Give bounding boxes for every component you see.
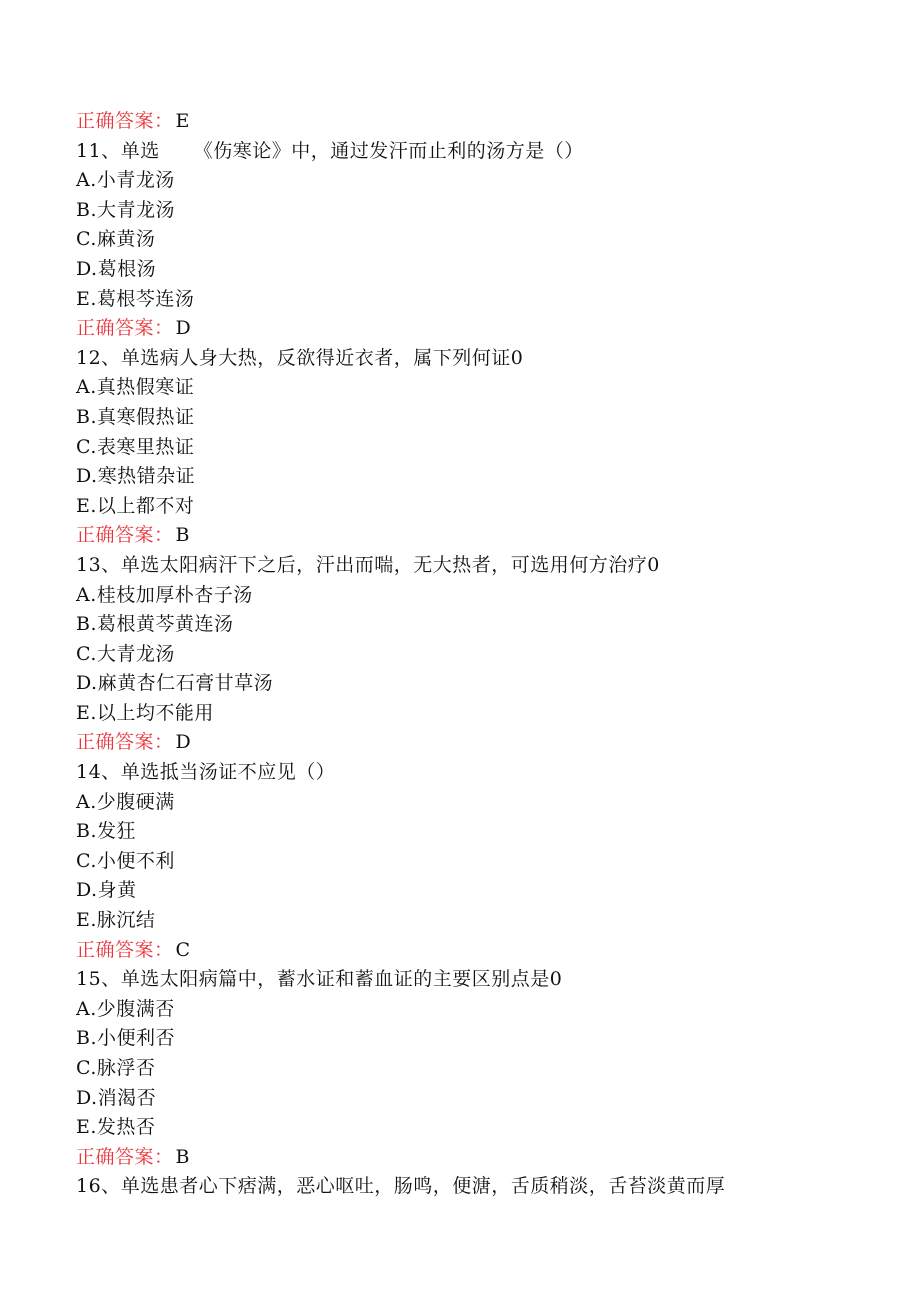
option-b: B.发狂 <box>76 820 137 843</box>
question-stem: 14、单选抵当汤证不应见（） <box>76 761 336 784</box>
option-a: A.少腹硬满 <box>76 790 175 813</box>
answer-line: 正确答案： E <box>76 110 190 132</box>
answer-value: B <box>175 1145 190 1168</box>
option-e: E.以上均不能用 <box>76 701 214 724</box>
option-b: B.葛根黄芩黄连汤 <box>76 613 234 636</box>
answer-value: B <box>175 524 190 547</box>
option-c: C.大青龙汤 <box>76 642 175 665</box>
option-b: B.大青龙汤 <box>76 198 176 221</box>
answer-line: 正确答案： B <box>76 524 190 547</box>
option-d: D.消渴否 <box>76 1086 157 1109</box>
option-c: C.麻黄汤 <box>76 228 156 251</box>
option-e: E.发热否 <box>76 1116 156 1139</box>
option-a: A.真热假寒证 <box>76 376 195 399</box>
answer-value: E <box>175 110 190 132</box>
question-stem: 12、单选病人身大热，反欲得近衣者，属下列何证0 <box>76 346 524 369</box>
answer-value: D <box>175 317 192 340</box>
option-d: D.寒热错杂证 <box>76 465 196 488</box>
answer-value: D <box>175 731 192 754</box>
answer-line: 正确答案： D <box>76 731 192 754</box>
answer-line: 正确答案： D <box>76 317 192 340</box>
answer-line: 正确答案： C <box>76 938 191 961</box>
option-c: C.小便不利 <box>76 849 175 872</box>
option-a: A.小青龙汤 <box>76 169 175 192</box>
document-body <box>76 107 896 1202</box>
question-stem: 15、单选太阳病篇中，蓄水证和蓄血证的主要区别点是0 <box>76 968 563 991</box>
question-stem: 16、单选患者心下痞满，恶心呕吐，肠鸣，便溏，舌质稍淡，舌苔淡黄而厚 <box>76 1175 726 1198</box>
option-e: E.脉沉结 <box>76 909 156 932</box>
option-d: D.身黄 <box>76 879 137 902</box>
option-a: A.少腹满否 <box>76 997 175 1020</box>
question-stem: 13、单选太阳病汗下之后，汗出而喘，无大热者，可选用何方治疗0 <box>76 553 660 576</box>
option-d: D.葛根汤 <box>76 257 157 280</box>
option-b: B.真寒假热证 <box>76 405 195 428</box>
option-e: E.以上都不对 <box>76 494 195 517</box>
option-e: E.葛根芩连汤 <box>76 287 195 310</box>
option-a: A.桂枝加厚朴杏子汤 <box>76 583 253 606</box>
option-c: C.表寒里热证 <box>76 435 195 458</box>
option-d: D.麻黄杏仁石膏甘草汤 <box>76 672 274 695</box>
question-stem: 11、单选 《伤寒论》中，通过发汗而止利的汤方是（） <box>76 139 584 162</box>
option-b: B.小便利否 <box>76 1027 176 1050</box>
answer-value: C <box>175 938 191 961</box>
option-c: C.脉浮否 <box>76 1057 156 1079</box>
answer-line: 正确答案： B <box>76 1145 190 1168</box>
